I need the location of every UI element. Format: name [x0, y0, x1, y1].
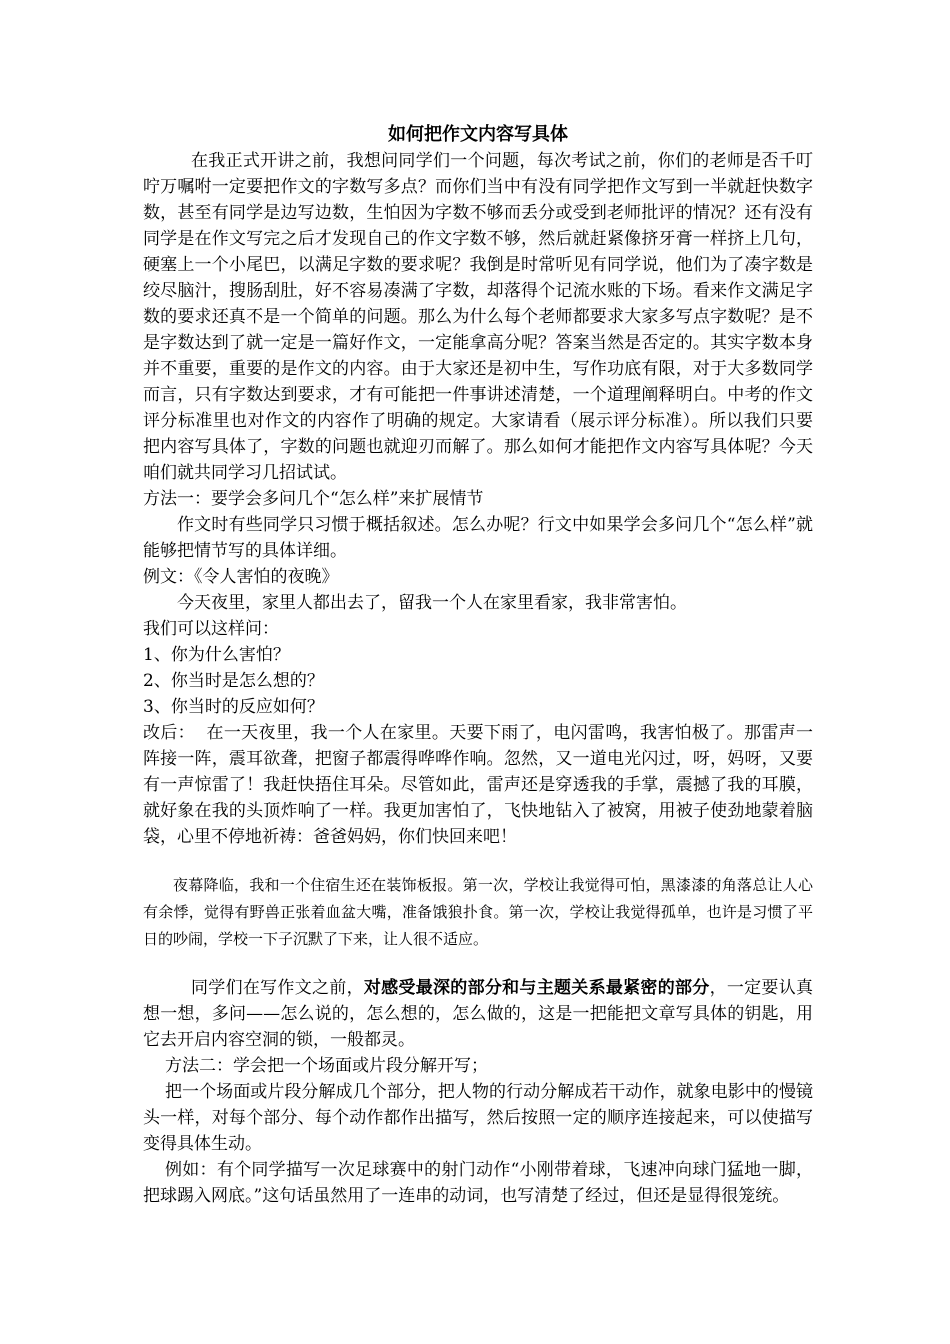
- sample-paragraph: 夜幕降临，我和一个住宿生还在装饰板报。第一次，学校让我觉得可怕，黑漆漆的角落总让人心有余悸，觉得有野兽正张着血盆大嘴，准备饿狼扑食。第一次，学校让我觉得孤单，也许是习惯了平日的吵闹，学校一下子沉默了下来，让人很不适应。: [143, 876, 813, 948]
- summary-emphasis: 对感受最深的部分和与主题关系最紧密的部分: [363, 978, 710, 998]
- question-item: 2、你当时是怎么想的？: [143, 671, 324, 691]
- question-item: 1、你为什么害怕？: [143, 645, 290, 665]
- method2-body: 把一个场面或片段分解成几个部分，把人物的行动分解成若干动作，就象电影中的慢镜头一样，对每个部分、每个动作都作出描写，然后按照一定的顺序连接起来，可以使描写变得具体生动。: [143, 1082, 813, 1154]
- revised-paragraph: 改后： 在一天夜里，我一个人在家里。天要下雨了，电闪雷鸣，我害怕极了。那雷声一阵接一阵，震耳欲聋，把窗子都震得哗哗作响。忽然，又一道电光闪过，呀，妈呀，又要有一声惊雷了！我赶快捂住耳朵。尽管如此，雷声还是穿透我的手掌，震撼了我的耳膜，就好象在我的头顶炸响了一样。我更加害怕了，飞快地钻入了被窝，用被子使劲地蒙着脑袋，心里不停地祈祷：爸爸妈妈，你们快回来吧！: [143, 723, 813, 847]
- intro-paragraph: 在我正式开讲之前，我想问同学们一个问题，每次考试之前，你们的老师是否千叮咛万嘱咐一定要把作文的字数写多点？而你们当中有没有同学把作文写到一半就赶快数字数，甚至有同学是边写边数，生怕因为字数不够而丢分或受到老师批评的情况？还有没有同学是在作文写完之后才发现自己的作文字数不够，然后就赶紧像挤牙膏一样挤上几句，硬塞上一个小尾巴，以满足字数的要求呢？我倒是时常听见有同学说，他们为了凑字数是绞尽脑汁，搜肠刮肚，好不容易凑满了字数，却落得个记流水账的下场。看来作文满足字数的要求还真不是一个简单的问题。那么为什么每个老师都要求大家多写点字数呢？是不是字数达到了就一定是一篇好作文，一定能拿高分呢？答案当然是否定的。其实字数本身并不重要，重要的是作文的内容。由于大家还是初中生，写作功底有限，对于大多数同学而言，只有字数达到要求，才有可能把一件事讲述清楚，一个道理阐释明白。中考的作文评分标准里也对作文的内容作了明确的规定。大家请看（展示评分标准）。所以我们只要把内容写具体了，字数的问题也就迎刃而解了。那么如何才能把作文内容写具体呢？今天咱们就共同学习几招试试。: [143, 151, 813, 483]
- method1-body: 作文时有些同学只习惯于概括叙述。怎么办呢？行文中如果学会多问几个“怎么样”就能够把情节写的具体详细。: [143, 515, 813, 561]
- question-item: 3、你当时的反应如何？: [143, 697, 324, 717]
- summary-text-end: ，一定要认真想一想，多问——怎么说的，怎么想的，怎么做的，这是一把能把文章写具体的钥匙，用它去开启内容空洞的锁，一般都灵。: [143, 978, 814, 1050]
- summary-text-start: 同学们在写作文之前，: [191, 978, 364, 998]
- summary-paragraph: [143, 975, 813, 1053]
- method2-example: 例如：有个同学描写一次足球赛中的射门动作“小刚带着球，飞速冲向球门猛地一脚，把球踢入网底。”这句话虽然用了一连串的动词，也写清楚了经过，但还是显得很笼统。: [143, 1160, 813, 1206]
- example-title: 例文：《令人害怕的夜晚》: [143, 567, 339, 587]
- method2-heading: 方法二：学会把一个场面或片段分解开写；: [165, 1056, 488, 1076]
- document-title: 如何把作文内容写具体: [388, 124, 568, 145]
- document-body: [143, 122, 813, 1209]
- example-body: 今天夜里，家里人都出去了，留我一个人在家里看家，我非常害怕。: [177, 593, 687, 613]
- paragraph-spacer: [143, 953, 813, 975]
- method1-heading: 方法一：要学会多问几个“怎么样”来扩展情节: [143, 489, 484, 509]
- ask-intro: 我们可以这样问：: [143, 619, 279, 639]
